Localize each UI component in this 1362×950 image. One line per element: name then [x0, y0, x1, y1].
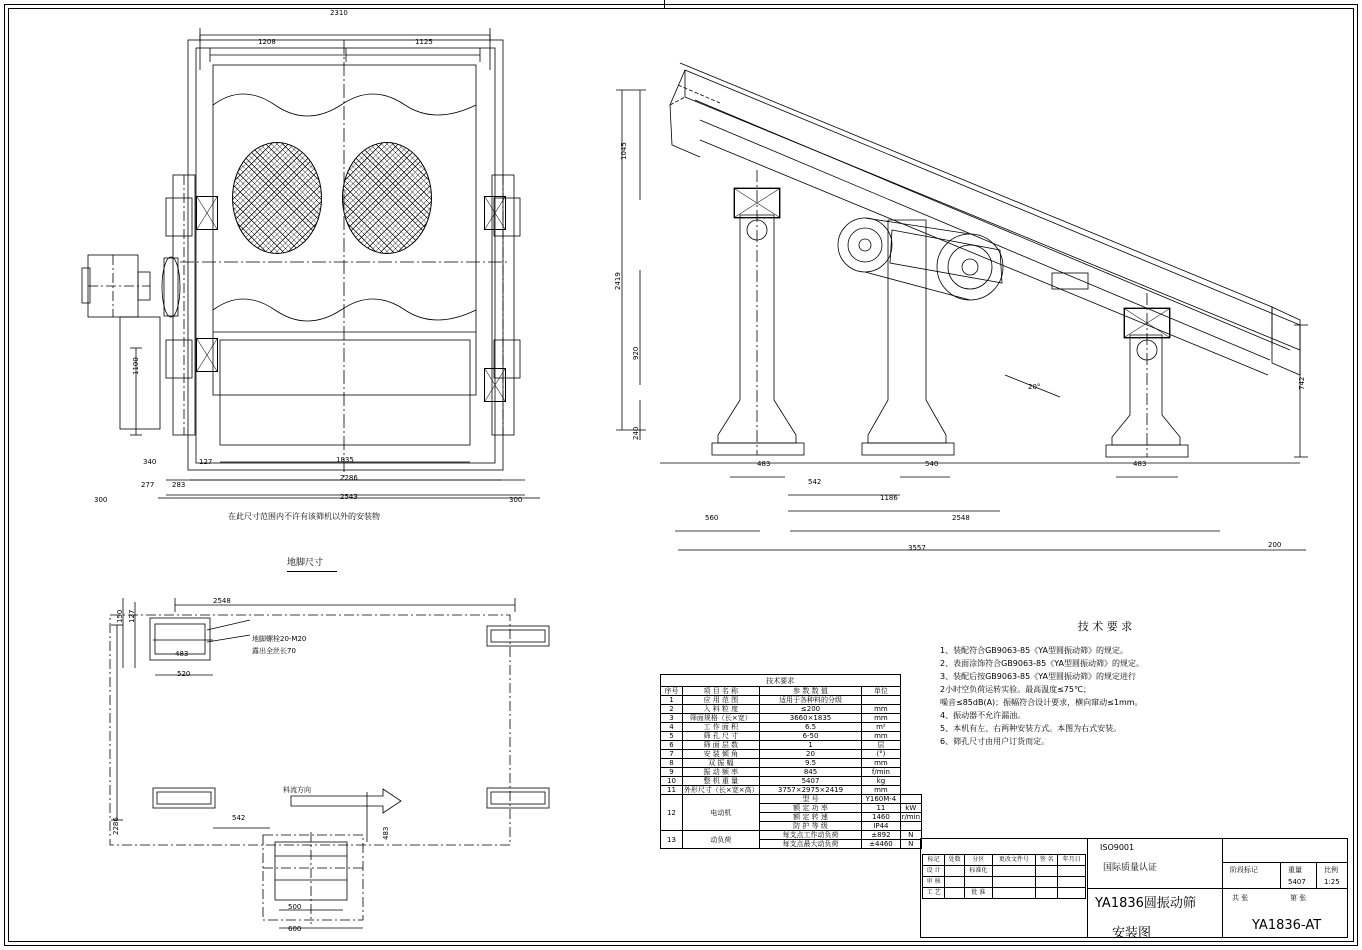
spec-cell: 3660×1835 — [759, 714, 862, 723]
side-dim-3557: 3557 — [908, 544, 926, 552]
weight-label: 重量 — [1288, 866, 1302, 874]
side-dim-2419: 2419 — [614, 272, 622, 290]
revision-cell — [1058, 887, 1086, 898]
revision-grid — [922, 840, 1086, 899]
spec-cell: 4 — [661, 723, 683, 732]
spec-load-row — [661, 831, 922, 840]
front-dim-2543: 2543 — [340, 493, 358, 501]
front-dim-1125: 1125 — [415, 38, 433, 46]
spec-row — [661, 696, 922, 705]
spec-cell: IP44 — [862, 822, 900, 831]
side-dim-920: 920 — [632, 346, 640, 360]
title-block-div-4 — [1222, 888, 1348, 889]
front-view-note: 在此尺寸范围内不许有该筛机以外的安装物 — [228, 512, 380, 521]
spec-cell: 每支点工作动负荷 — [759, 831, 862, 840]
side-spring-left — [734, 188, 780, 218]
spec-cell: 应 用 范 围 — [682, 696, 759, 705]
scale-value: 1:25 — [1324, 878, 1340, 886]
sheet-total: 共 张 — [1232, 894, 1249, 902]
spec-cell: ≤200 — [759, 705, 862, 714]
spec-cell: ±892 — [862, 831, 900, 840]
spec-header-1: 项 目 名 称 — [682, 687, 759, 696]
spec-cell: N — [900, 831, 921, 840]
tech-notes-title: 技 术 要 求 — [1077, 620, 1133, 633]
foot-dim-520: 520 — [177, 670, 191, 678]
spec-cell: f/min — [862, 768, 900, 777]
spec-cell: ±4460 — [862, 840, 900, 849]
stage-label: 阶段标记 — [1230, 866, 1258, 874]
spec-cell: 动负荷 — [682, 831, 759, 849]
spec-cell: 1 — [759, 741, 862, 750]
revision-header-cell: 签 名 — [1036, 854, 1058, 865]
spec-cell: 845 — [759, 768, 862, 777]
front-dim-283: 283 — [172, 481, 186, 489]
spec-cell: 8 — [661, 759, 683, 768]
foot-dim-2548: 2548 — [213, 597, 231, 605]
spec-cell: 层 — [862, 741, 900, 750]
front-dim-300-left: 300 — [94, 496, 108, 504]
bolt-note-1: 地脚螺栓20-M20 — [252, 635, 307, 643]
top-center-tick — [664, 0, 665, 9]
side-dim-483-right: 483 — [1133, 460, 1147, 468]
spec-cell: 双 振 幅 — [682, 759, 759, 768]
spec-table — [660, 674, 922, 849]
spec-cell: 20 — [759, 750, 862, 759]
spec-cell: 入 料 粒 度 — [682, 705, 759, 714]
spec-header-2: 参 数 数 值 — [759, 687, 862, 696]
tech-note-item: 2、表面涂饰符合GB9063-85《YA型圆振动筛》的规定。 — [940, 659, 1144, 668]
spec-cell: 筛 面 层 数 — [682, 741, 759, 750]
foot-dim-883: 483 — [382, 826, 390, 840]
tech-note-item: 2小时空负荷运转实验。最高温度≤75℃； — [940, 685, 1091, 694]
sheet-subtitle: 安装图 — [1112, 926, 1152, 941]
spec-cell: 6-50 — [759, 732, 862, 741]
spec-cell: 11 — [862, 804, 900, 813]
title-block-div-3 — [1087, 888, 1222, 889]
side-dim-2548: 2548 — [952, 514, 970, 522]
revision-cell — [1036, 887, 1058, 898]
revision-cell — [992, 865, 1035, 876]
spec-cell: 2 — [661, 705, 683, 714]
spec-cell: N — [900, 840, 921, 849]
spec-cell — [900, 822, 921, 831]
bolt-note-2: 露出全丝长70 — [252, 647, 296, 655]
revision-header-cell: 分区 — [965, 854, 993, 865]
spec-cell: 12 — [661, 795, 683, 831]
revision-cell — [992, 876, 1035, 887]
spec-table-title: 技术要求 — [661, 675, 901, 687]
front-dim-2286: 2286 — [340, 474, 358, 482]
spec-cell: 防 护 等 级 — [759, 822, 862, 831]
scale-label: 比例 — [1324, 866, 1338, 874]
spec-row — [661, 768, 922, 777]
spec-cell: 筛 孔 尺 寸 — [682, 732, 759, 741]
sheet-index: 第 张 — [1290, 894, 1307, 902]
tech-note-item: 3、装配后按GB9063-85《YA型圆振动筛》的规定进行 — [940, 672, 1136, 681]
front-dim-2310: 2310 — [330, 9, 348, 17]
spec-cell: 外形尺寸（长×宽×高） — [683, 786, 759, 794]
revision-cell — [945, 887, 965, 898]
revision-cell — [1058, 865, 1086, 876]
revision-header-cell: 处数 — [945, 854, 965, 865]
title-block-div-6 — [1280, 862, 1281, 888]
spec-cell: 9 — [661, 768, 683, 777]
revision-cell: 标准化 — [965, 865, 993, 876]
spec-row — [661, 732, 922, 741]
spec-cell: 7 — [661, 750, 683, 759]
side-dim-483-left: 483 — [757, 460, 771, 468]
spec-cell: 3 — [661, 714, 683, 723]
foot-dim-2286: 2286 — [112, 817, 120, 835]
spec-motor-row — [661, 795, 922, 804]
title-block-div-5 — [1222, 862, 1348, 863]
spec-cell: 额 定 转 速 — [759, 813, 862, 822]
spec-row — [661, 759, 922, 768]
front-dim-277: 277 — [141, 481, 155, 489]
title-block-div-7 — [1316, 862, 1317, 888]
foot-dim-150: 150 — [116, 609, 124, 623]
foot-dim-127: 127 — [128, 609, 136, 623]
side-dim-540: 540 — [925, 460, 939, 468]
spec-row — [661, 714, 922, 723]
spec-cell: Y160M-4 — [862, 795, 900, 804]
spec-cell: 工 作 面 积 — [682, 723, 759, 732]
screen-mesh-right — [342, 142, 432, 254]
spec-cell: 额 定 功 率 — [759, 804, 862, 813]
spec-cell: 11 — [661, 786, 683, 795]
tech-note-item: 1、装配符合GB9063-85《YA型圆振动筛》的规定。 — [940, 646, 1128, 655]
front-dim-300-right: 300 — [509, 496, 523, 504]
spec-row — [661, 750, 922, 759]
foot-plan-caption: 地脚尺寸 — [287, 558, 324, 568]
side-dim-1186: 1186 — [880, 494, 898, 502]
side-angle-20: 20° — [1028, 383, 1041, 391]
bearing-mark-left-top — [196, 196, 218, 230]
revision-cell — [945, 865, 965, 876]
revision-header-cell: 年月日 — [1058, 854, 1086, 865]
front-dim-127: 127 — [199, 458, 213, 466]
revision-cell: 审 核 — [923, 876, 945, 887]
spec-row — [661, 777, 922, 786]
spec-cell: 5407 — [759, 777, 862, 786]
front-dim-1100: 1100 — [132, 357, 140, 375]
spec-cell: 安 装 倾 角 — [682, 750, 759, 759]
screen-mesh-left — [232, 142, 322, 254]
foot-dim-500: 500 — [288, 903, 302, 911]
side-dim-560: 560 — [705, 514, 719, 522]
sheet-title: YA1836圆振动筛 — [1095, 896, 1196, 911]
revision-cell — [1058, 876, 1086, 887]
spec-cell: mm — [862, 705, 900, 714]
spec-cell: 筛面规格（长×宽） — [682, 714, 759, 723]
foot-dim-483: 483 — [175, 650, 189, 658]
revision-cell — [945, 876, 965, 887]
cert-text: 国际质量认证 — [1103, 863, 1158, 873]
tech-note-item: 5、本机有左、右两种安装方式。本图为右式安装。 — [940, 724, 1122, 733]
foot-dim-600: 600 — [288, 925, 302, 933]
side-dim-240: 240 — [632, 426, 640, 440]
spec-cell: mm — [862, 786, 900, 795]
flow-direction-label: 料流方向 — [283, 786, 311, 794]
spec-cell: 9.5 — [759, 759, 862, 768]
revision-cell — [965, 876, 993, 887]
tech-note-item: 4、振动器不允许漏油。 — [940, 711, 1026, 720]
spec-cell: 13 — [661, 831, 683, 849]
spec-row — [661, 741, 922, 750]
foot-dim-542: 542 — [232, 814, 246, 822]
revision-cell: 工 艺 — [923, 887, 945, 898]
front-dim-1835: 1835 — [336, 456, 354, 464]
spec-cell: 每支点最大动负荷 — [759, 840, 862, 849]
side-spring-right — [1124, 308, 1170, 338]
side-dim-542: 542 — [808, 478, 822, 486]
spec-cell: mm — [862, 759, 900, 768]
side-dim-1045: 1045 — [620, 142, 628, 160]
spec-cell: mm — [862, 714, 900, 723]
tech-note-item: 噪音≤85dB(A)；振幅符合设计要求，横向窜动≤1mm。 — [940, 698, 1143, 707]
bearing-mark-right-top — [484, 196, 506, 230]
foot-plan-caption-underline — [287, 571, 337, 572]
spec-row — [661, 786, 922, 795]
tech-note-item: 6、筛孔尺寸由用户订货而定。 — [940, 737, 1050, 746]
spec-cell: (°) — [862, 750, 900, 759]
spec-row — [661, 723, 922, 732]
weight-value: 5407 — [1288, 878, 1306, 886]
spec-cell: 1460 — [862, 813, 900, 822]
side-dim-200: 200 — [1268, 541, 1282, 549]
spec-row — [661, 705, 922, 714]
revision-cell: 设 计 — [923, 865, 945, 876]
spec-cell: 1 — [661, 696, 683, 705]
revision-cell — [992, 887, 1035, 898]
front-dim-1208: 1208 — [258, 38, 276, 46]
spec-cell: 型 号 — [759, 795, 862, 804]
spec-cell — [900, 795, 921, 804]
spec-cell: mm — [862, 732, 900, 741]
spec-header-0: 序号 — [661, 687, 683, 696]
tech-notes — [940, 618, 1270, 748]
bearing-mark-right-bottom — [484, 368, 506, 402]
front-dim-340: 340 — [143, 458, 157, 466]
spec-cell: m² — [862, 723, 900, 732]
bearing-mark-left-bottom — [196, 338, 218, 372]
spec-cell: r/min — [901, 813, 920, 821]
revision-header-cell: 标记 — [923, 854, 945, 865]
revision-header-cell: 更改文件号 — [992, 854, 1035, 865]
drawing-number: YA1836-AT — [1252, 918, 1322, 933]
spec-cell — [862, 696, 900, 705]
spec-cell: 5 — [661, 732, 683, 741]
spec-cell: 振 动 频 率 — [682, 768, 759, 777]
revision-cell — [1036, 865, 1058, 876]
revision-cell — [1036, 876, 1058, 887]
spec-cell: kg — [862, 777, 900, 786]
cert-code: ISO9001 — [1100, 843, 1135, 852]
spec-cell: 3757×2975×2419 — [759, 786, 862, 795]
spec-cell: 6.5 — [759, 723, 862, 732]
side-dim-742: 742 — [1298, 376, 1306, 390]
spec-cell: kW — [900, 804, 921, 813]
revision-cell: 批 准 — [965, 887, 993, 898]
spec-cell: 6 — [661, 741, 683, 750]
spec-cell: 整 机 重 量 — [682, 777, 759, 786]
spec-cell: 电动机 — [682, 795, 759, 831]
spec-cell: 适用于各种料的分级 — [759, 696, 862, 705]
spec-header-3: 单位 — [862, 687, 900, 696]
spec-cell: 10 — [661, 777, 683, 786]
